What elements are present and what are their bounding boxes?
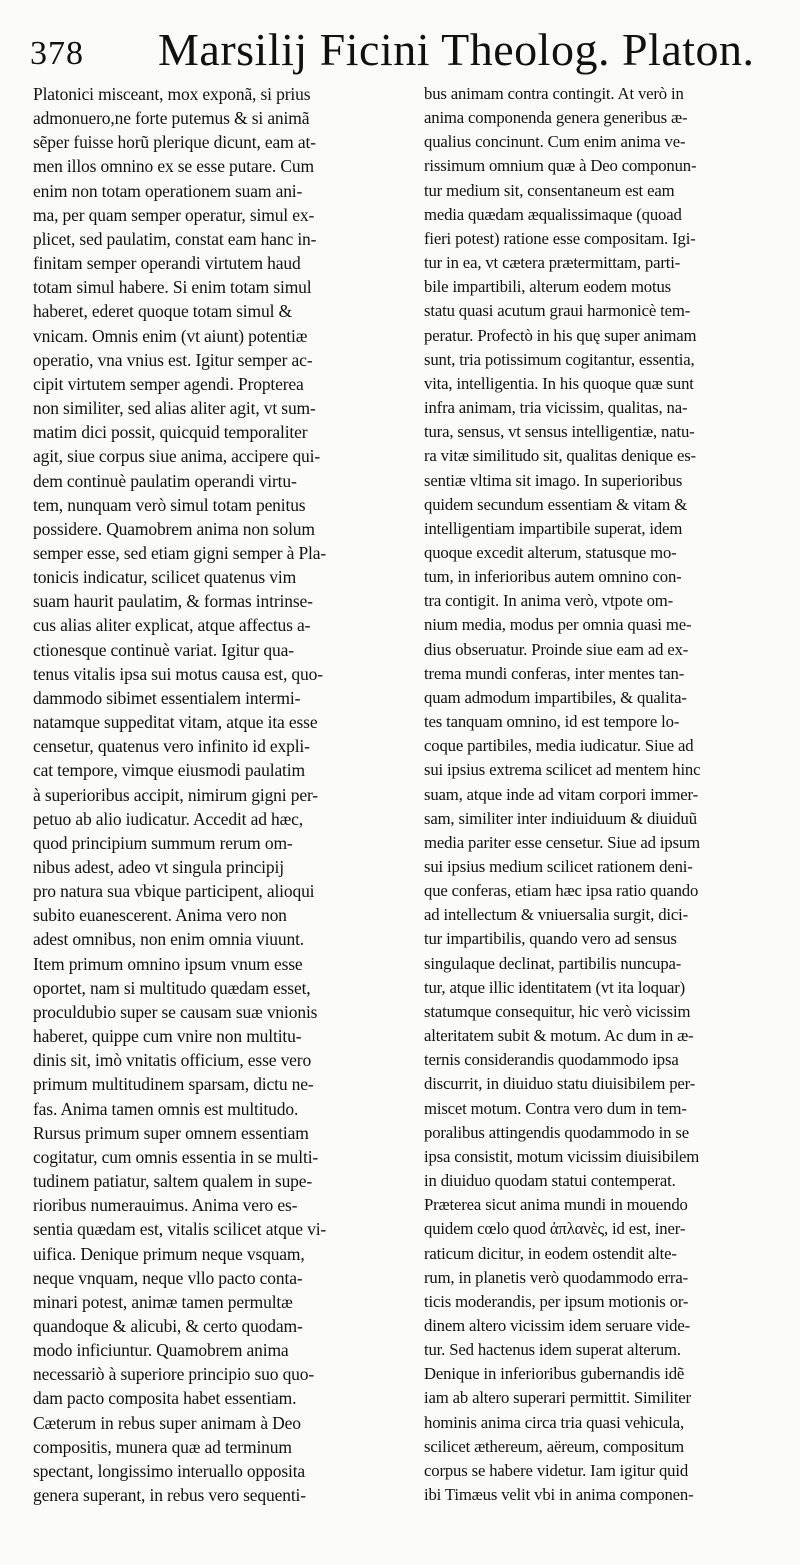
- text-line: tur. Sed hactenus idem superat alterum.: [424, 1340, 681, 1360]
- text-line: rissimum omnium quæ à Deo componun-: [424, 156, 697, 176]
- text-line: Præterea sicut anima mundi in mouendo: [424, 1195, 688, 1215]
- text-line: subito euanescerent. Anima vero non: [33, 905, 287, 926]
- text-line: corpus se habere videtur. Iam igitur quid: [424, 1460, 689, 1480]
- text-line: sui ipsius medium scilicet rationem deni-: [424, 857, 693, 876]
- text-line: Cæterum in rebus super animam à Deo: [33, 1412, 301, 1433]
- text-line: statumque consequitur, hic verò vicissim: [424, 1001, 691, 1021]
- text-line: infra animam, tria vicissim, qualitas, na-: [424, 398, 688, 418]
- text-line: tum, in inferioribus autem omnino con-: [424, 567, 682, 587]
- text-line: tenus vitalis ipsa sui motus causa est, quo-: [33, 663, 323, 684]
- text-line: cat tempore, vimque eiusmodi paulatim: [33, 760, 305, 781]
- text-line: uifica. Denique primum neque vsquam,: [33, 1243, 305, 1264]
- right-text-column: [424, 82, 798, 1507]
- text-line: petuo ab alio iudicatur. Accedit ad hæc,: [33, 808, 304, 829]
- text-line: censetur, quatenus vero infinito id expli-: [33, 736, 310, 757]
- left-text-column: [33, 82, 411, 1507]
- text-line: compositis, munera quæ ad terminum: [33, 1436, 292, 1457]
- text-line: raticum dicitur, in eodem ostendit alte-: [424, 1243, 677, 1263]
- text-line: Denique in inferioribus gubernandis idẽ: [424, 1364, 685, 1384]
- text-line: matim dici possit, quicquid temporaliter: [33, 422, 308, 443]
- text-line: alteritatem subit & motum. Ac dum in æ-: [424, 1026, 694, 1046]
- text-line: minari potest, animæ tamen permultæ: [33, 1291, 293, 1312]
- text-line: discurrit, in diuiduo statu diuisibilem per-: [424, 1074, 696, 1094]
- text-line: dammodo sibimet essentialem intermi-: [33, 687, 301, 708]
- text-line: qualius concinunt. Cum enim anima ve-: [424, 132, 686, 152]
- text-line: poralibus attingendis quodammodo in se: [424, 1122, 689, 1142]
- text-line: non similiter, sed alias aliter agit, vt sum-: [33, 398, 316, 419]
- text-line: tur impartibilis, quando vero ad sensus: [424, 929, 677, 949]
- text-line: Rursus primum super omnem essentiam: [33, 1122, 309, 1143]
- text-line: Item primum omnino ipsum vnum esse: [33, 953, 303, 974]
- text-line: dius obseruatur. Proinde siue eam ad ex-: [424, 639, 689, 659]
- text-line: rioribus numerauimus. Anima vero es-: [33, 1195, 298, 1216]
- text-line: coque partibiles, media iudicatur. Siue ad: [424, 736, 694, 756]
- text-line: agit, siue corpus siue anima, accipere qui-: [33, 446, 321, 467]
- text-line: ibi Timæus velit vbi in anima componen-: [424, 1485, 694, 1505]
- text-line: haberet, quippe cum vnire non multitu-: [33, 1026, 302, 1047]
- text-line: vita, intelligentia. In his quoque quæ sunt: [424, 373, 694, 393]
- text-line: quidem cœlo quod ἀπλανὲς, id est, iner-: [424, 1219, 686, 1239]
- text-line: finitam semper operandi virtutem haud: [33, 253, 301, 274]
- text-line: media pariter esse censetur. Siue ad ipsum: [424, 832, 700, 852]
- text-line: statu quasi acutum graui harmonicè tem-: [424, 301, 691, 321]
- text-line: à superioribus accipit, nimirum gigni per-: [33, 784, 318, 805]
- text-line: anima componenda genera generibus æ-: [424, 108, 688, 128]
- text-line: sui ipsius extrema scilicet ad mentem hinc: [424, 760, 701, 780]
- text-line: cipit virtutem semper agendi. Propterea: [33, 373, 304, 394]
- text-line: nibus adest, adeo vt singula principij: [33, 857, 284, 877]
- text-line: primum multitudinem sparsam, dictu ne-: [33, 1074, 314, 1095]
- text-line: tudinem patiatur, saltem qualem in supe-: [33, 1171, 313, 1192]
- text-line: sẽper fuisse horũ plerique dicunt, eam at-: [33, 132, 316, 153]
- text-line: ma, per quam semper operatur, simul ex-: [33, 204, 315, 225]
- text-line: singulaque declinat, partibilis nuncupa-: [424, 953, 682, 973]
- text-line: tur in ea, vt cætera prætermittam, parti-: [424, 253, 681, 273]
- text-line: men illos omnino ex se esse putare. Cum: [33, 156, 314, 177]
- text-line: operatio, vna vnius est. Igitur semper ac-: [33, 349, 313, 370]
- text-line: iam ab altero superari permittit. Similiter: [424, 1388, 691, 1408]
- text-line: Platonici misceant, mox exponã, si prius: [33, 84, 311, 104]
- text-line: que conferas, etiam hæc ipsa ratio quando: [424, 881, 699, 901]
- text-line: sentia quædam est, vitalis scilicet atque vi-: [33, 1219, 327, 1240]
- text-line: totam simul habere. Si enim totam simul: [33, 277, 312, 298]
- text-line: quoque excedit alterum, statusque mo-: [424, 542, 677, 562]
- text-line: dinis sit, imò vnitatis officium, esse vero: [33, 1050, 312, 1071]
- text-line: pro natura sua vbique participent, alioqui: [33, 881, 315, 902]
- text-line: modo inficiuntur. Quamobrem anima: [33, 1340, 289, 1361]
- text-line: haberet, ederet quoque totam simul &: [33, 301, 292, 322]
- text-line: sam, similiter inter indiuiduum & diuiduũ: [424, 808, 697, 828]
- text-line: natamque suppeditat vitam, atque ita esse: [33, 712, 318, 733]
- page-header: [30, 18, 790, 88]
- text-line: peratur. Profectò in his quę super animam: [424, 325, 697, 345]
- text-line: tem, nunquam verò simul totam penitus: [33, 494, 306, 515]
- text-line: quod principium summum rerum om-: [33, 832, 293, 853]
- text-line: miscet motum. Contra vero dum in tem-: [424, 1098, 687, 1118]
- text-line: dem continuè paulatim operandi virtu-: [33, 470, 297, 491]
- text-line: tes tanquam omnino, id est tempore lo-: [424, 712, 680, 732]
- text-line: rum, in planetis verò quodammodo erra-: [424, 1267, 689, 1287]
- text-line: proculdubio super se causam suæ vnionis: [33, 1001, 318, 1022]
- text-line: necessariò à superiore principio suo quo-: [33, 1364, 315, 1385]
- text-line: ra vitæ similitudo sit, qualitas denique es-: [424, 446, 696, 466]
- text-line: quam admodum impartibiles, & qualita-: [424, 687, 687, 707]
- text-line: bile impartibili, alterum eodem motus: [424, 277, 672, 297]
- text-line: cus alias aliter explicat, atque affectus a-: [33, 615, 311, 636]
- text-line: sentiæ vltima sit imago. In superioribus: [424, 470, 683, 490]
- text-line: tur medium sit, consentaneum est eam: [424, 180, 675, 200]
- text-line: dam pacto composita habet essentiam.: [33, 1388, 297, 1409]
- text-line: tur, atque illic identitatem (vt ita loquar): [424, 977, 686, 997]
- text-line: plicet, sed paulatim, constat eam hanc in-: [33, 228, 317, 249]
- text-line: fieri potest) ratione esse compositam. Igi-: [424, 228, 696, 248]
- text-line: hominis anima circa tria quasi vehicula,: [424, 1412, 684, 1432]
- text-line: sunt, tria potissimum cogitantur, essentia,: [424, 349, 695, 369]
- text-line: tonicis indicatur, scilicet quatenus vim: [33, 567, 297, 588]
- text-line: nium media, modus per omnia quasi me-: [424, 615, 692, 635]
- text-line: bus animam contra contingit. At verò in: [424, 84, 684, 103]
- text-line: ipsa consistit, motum vicissim diuisibilem: [424, 1146, 700, 1166]
- text-line: tura, sensus, vt sensus intelligentiæ, natu-: [424, 422, 695, 442]
- text-line: admonuero,ne forte putemus & si animã: [33, 108, 310, 129]
- page-number: 378: [30, 35, 84, 72]
- text-line: suam haurit paulatim, & formas intrinse-: [33, 591, 313, 612]
- text-line: media quædam æqualissimaque (quoad: [424, 204, 682, 224]
- text-line: ctionesque continuè variat. Igitur qua-: [33, 639, 294, 660]
- text-line: ticis moderandis, per ipsum motionis or-: [424, 1291, 689, 1311]
- text-line: intelligentiam impartibile superat, idem: [424, 518, 683, 538]
- text-line: genera superant, in rebus vero sequenti-: [33, 1485, 306, 1506]
- text-line: tra contigit. In anima verò, vtpote om-: [424, 591, 674, 611]
- text-line: suam, atque inde ad vitam corpori immer-: [424, 784, 699, 804]
- text-line: fas. Anima tamen omnis est multitudo.: [33, 1098, 299, 1119]
- text-line: spectant, longissimo interuallo opposita: [33, 1460, 306, 1481]
- text-line: possidere. Quamobrem anima non solum: [33, 518, 315, 539]
- running-title: Marsilij Ficini Theolog. Platon.: [158, 24, 755, 75]
- text-line: trema mundi conferas, inter mentes tan-: [424, 663, 685, 683]
- text-line: ternis considerandis quodammodo ipsa: [424, 1050, 679, 1070]
- text-line: quidem secundum essentiam & vitam &: [424, 494, 688, 514]
- text-line: in diuiduo quodam statui contemperat.: [424, 1171, 676, 1191]
- text-line: ad intellectum & vniuersalia surgit, dici-: [424, 905, 689, 925]
- text-line: dinem altero vicissim idem seruare vide-: [424, 1315, 691, 1335]
- text-line: neque vnquam, neque vllo pacto conta-: [33, 1267, 303, 1288]
- text-line: enim non totam operationem suam ani-: [33, 180, 303, 201]
- text-line: cogitatur, cum omnis essentia in se multi-: [33, 1146, 319, 1167]
- text-line: vnicam. Omnis enim (vt aiunt) potentiæ: [33, 325, 308, 346]
- text-line: semper esse, sed etiam gigni semper à Pla-: [33, 542, 327, 563]
- text-line: quandoque & alicubi, & certo quodam-: [33, 1315, 303, 1336]
- text-line: oportet, nam si multitudo quædam esset,: [33, 977, 311, 998]
- text-line: adest omnibus, non enim omnia viuunt.: [33, 929, 305, 950]
- text-line: scilicet æthereum, aëreum, compositum: [424, 1436, 684, 1456]
